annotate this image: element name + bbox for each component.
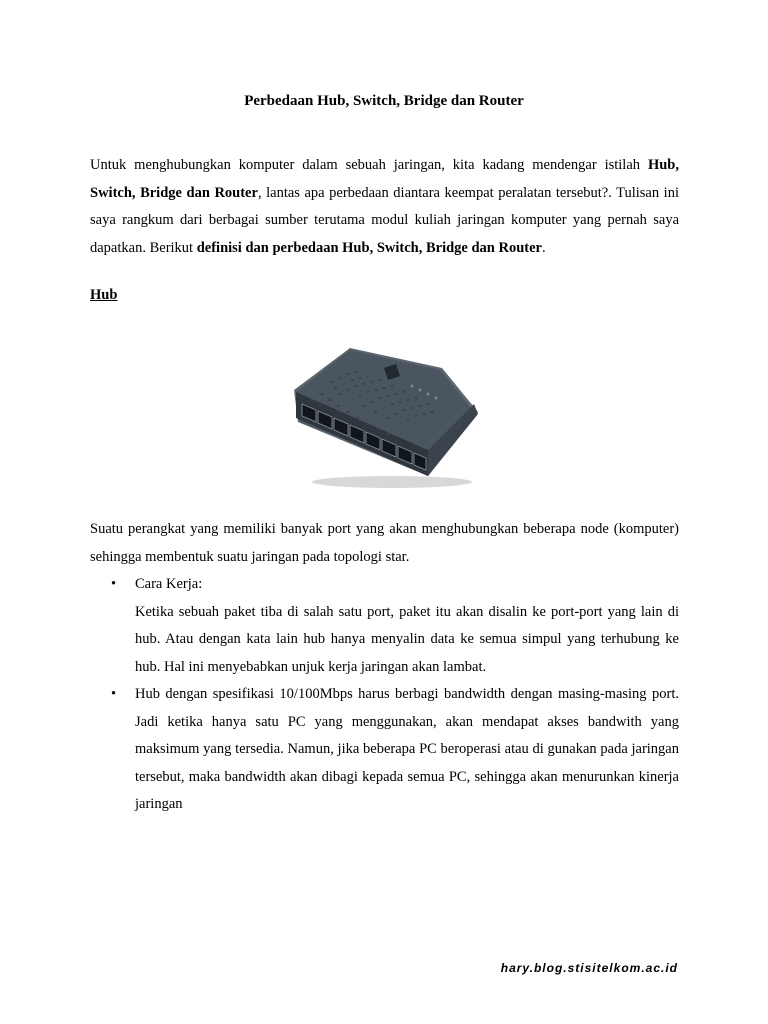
intro-bold-2: definisi dan perbedaan Hub, Switch, Bridge dan Router [196,239,542,256]
network-hub-icon [292,342,482,492]
bullet-text: Ketika sebuah paket tiba di salah satu port, paket itu akan disalin ke port-port yang lain di hub. Atau dengan kata lain hub hanya menyalin data ke semua simpul yang terhubung ke hub. Hal ini menyebabkan unjuk kerja jaringan akan lambat. [135,603,679,675]
bullet-icon: • [111,576,117,592]
intro-text-2: , lantas apa perbedaan diantara keempat peralatan tersebut?. Tulisan ini saya rangkum dari berbagai sumber terutama modul kuliah jaringan komputer yang pernah saya dapatkan. Berikut [90,184,679,256]
hub-heading: Hub [90,287,118,303]
hub-description: Suatu perangkat yang memiliki banyak port yang akan menghubungkan beberapa node (komputer) sehingga membentuk suatu jaringan pada topologi star. [90,521,679,565]
intro-text-1: Untuk menghubungkan komputer dalam sebuah jaringan, kita kadang mendengar istilah [90,157,648,173]
bullet-title: Cara Kerja: [135,576,203,592]
footer-url: hary.blog.stisitelkom.ac.id [500,961,678,975]
intro-paragraph [90,152,679,262]
hub-bullet-list [90,571,679,819]
document-title: Perbedaan Hub, Switch, Bridge dan Router [244,93,524,109]
intro-text-3: . [541,239,546,256]
list-item [90,681,679,819]
intro-bold-1: Hub, Switch, Bridge dan Router [90,157,679,201]
bullet-text: Hub dengan spesifikasi 10/100Mbps harus berbagi bandwidth dengan masing-masing port. Jadi ketika hanya satu PC yang menggunakan, akan mendapat akses bandwith yang maksimum yang tersedia. Namun, jika beberapa PC beroperasi atau di gunakan pada jaringan tersebut, maka bandwidth akan dibagi kepada semua PC, sehingga akan menurunkan kinerja jaringan [135,686,679,812]
list-item [90,571,679,681]
bullet-icon: • [111,686,117,702]
